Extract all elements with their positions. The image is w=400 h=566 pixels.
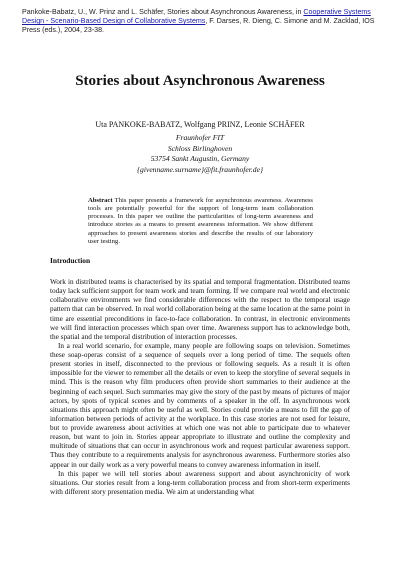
affiliation-email: {givenname.surname}@fit.fraunhofer.de} <box>137 164 263 174</box>
paragraph-2: In a real world scenario, for example, many people are following soaps on television. Sometimes these soap-operas consist of a sequence of sequels over a long period of time. The sequels often present stories in itself, disconnected to the previous or following sequels. As a result it is often impossible for the viewer to remember all the details or even to keep the storyline of several sequels in mind. This is the reason why film producers often provide short summaries to their audience at the beginning of each sequel. Such summaries may give the story of the past by means of pictures of major actors, by spots of typical scenes and by comments of a speaker in the off. In asynchronous work situations this approach might often be useful as well. Stories could provide a means to fill the gap of information between periods of activity at the workplace. In this case stories are not used for leisure, but to provide awareness about activities at which one was not able to participate due to whatever reason, but want to join in. Stories appear appropriate to illustrate and outline the complexity and multitude of situations that can occur in asynchronous work and request particular awareness support. Thus they contribute to a requirements analysis for asynchronous awareness. Furthermore stories also appear in our daily work as a very powerful means to convey awareness information in itself. <box>50 341 350 469</box>
affiliation-org: Fraunhofer FIT <box>175 133 225 142</box>
abstract-block <box>88 197 313 246</box>
section-heading-introduction: Introduction <box>50 256 91 265</box>
citation-book-link[interactable]: Cooperative Systems Design - Scenario-Based Design of Collaborative Systems <box>22 8 371 26</box>
citation-header <box>22 8 382 36</box>
paper-title: Stories about Asynchronous Awareness <box>75 73 325 89</box>
paragraph-3: In this paper we will tell stories about awareness support and about asynchronicity of work situations. Our stories result from a long-term collaboration process and from short-term experiments with different story presentation media. We aim at understanding what <box>50 469 350 496</box>
abstract-text: This paper presents a framework for asynchronous awareness. Awareness tools are potentially powerful for the support of long-term team collaboration processes. In this paper we outline the particularities of long-term awareness and introduce stories as a means to present awareness information. We show different approaches to present awareness stories and describe the results of our laboratory user testing. <box>88 197 313 245</box>
author-list: Uta PANKOKE-BABATZ, Wolfgang PRINZ, Leonie SCHÄFER <box>95 120 305 129</box>
citation-text: Pankoke-Babatz, U., W. Prinz and L. Schäfer, Stories about Asynchronous Awareness, in <box>22 8 304 16</box>
affiliation-block <box>0 133 400 175</box>
body-text <box>50 278 350 497</box>
affiliation-place: Schloss Birlinghoven <box>167 143 233 153</box>
abstract-label: Abstract <box>88 197 113 204</box>
citation-text-end: , F. Darses, R. Dieng, C. Simone and M. Zacklad, IOS Press (eds.), 2004, 23-38. <box>22 17 375 35</box>
affiliation-city: 53754 Sankt Augustin, Germany <box>150 154 250 164</box>
paragraph-1: Work in distributed teams is characterised by its spatial and temporal fragmentation. Distributed teams today lack sufficient support for team work and team forming. If we compare real world and electronic collaborative environments we find considerable differences with the respect to the temporal usage pattern that can be observed. In real world collaboration being at the same location at the same point in time are essential preconditions in face-to-face collaboration. In contrast, in electronic environments we will find interaction processes which span over time. Awareness support has to acknowledge both, the spatial and the temporal distribution of interaction processes. <box>50 278 350 341</box>
